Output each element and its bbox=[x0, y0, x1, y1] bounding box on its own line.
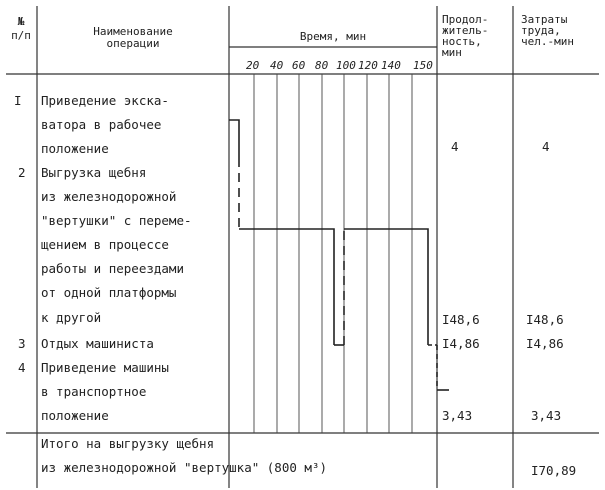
duration-value: I4,86 bbox=[442, 336, 480, 351]
operation-line: Выгрузка щебня bbox=[41, 165, 147, 180]
operation-line: ватора в рабочее bbox=[41, 117, 162, 132]
tick-label: 20 bbox=[246, 59, 260, 72]
duration-value: 3,43 bbox=[442, 408, 473, 423]
tick-label: 140 bbox=[381, 59, 401, 72]
tick-label: 120 bbox=[358, 59, 378, 72]
tick-label: 150 bbox=[413, 59, 433, 72]
tick-label: 80 bbox=[315, 59, 329, 72]
duration-value: 4 bbox=[451, 139, 459, 154]
header-labor-1: Затраты bbox=[521, 13, 568, 26]
header-operation-1: Наименование bbox=[93, 25, 173, 38]
operation-line: работы и переездами bbox=[41, 261, 184, 276]
header-labor-3: чел.-мин bbox=[521, 35, 574, 48]
header-time: Время, мин bbox=[299, 30, 367, 43]
operation-line: положение bbox=[41, 408, 109, 423]
operation-line: "вертушки" с переме- bbox=[41, 213, 192, 228]
operation-line: от одной платформы bbox=[41, 285, 177, 300]
labor-value: I48,6 bbox=[526, 312, 564, 327]
header-duration-1: Продол- bbox=[442, 13, 489, 26]
operation-line: к другой bbox=[41, 310, 102, 325]
labor-value: 4 bbox=[542, 139, 550, 154]
duration-value: I48,6 bbox=[442, 312, 480, 327]
row-num: 3 bbox=[18, 336, 26, 351]
header-operation-2: операции bbox=[106, 37, 160, 50]
row-num: 4 bbox=[18, 360, 26, 375]
row-num: I bbox=[14, 93, 22, 108]
header-num-sign: № bbox=[17, 15, 25, 28]
operation-line: из железнодорожной bbox=[41, 189, 177, 204]
operation-line: положение bbox=[41, 141, 109, 156]
tick-label: 40 bbox=[270, 59, 284, 72]
header-num-label: п/п bbox=[11, 29, 31, 42]
header-duration-4: мин bbox=[442, 46, 462, 59]
tick-label: 100 bbox=[336, 59, 356, 72]
operation-line: в транспортное bbox=[41, 384, 147, 399]
operation-line: Отдых машиниста bbox=[41, 336, 154, 351]
row-num: 2 bbox=[18, 165, 26, 180]
total-line: из железнодорожной "вертушка" (800 м³) bbox=[41, 460, 327, 475]
total-labor-value: I70,89 bbox=[531, 463, 577, 478]
tick-label: 60 bbox=[292, 59, 306, 72]
header-labor-2: труда, bbox=[521, 24, 561, 37]
operation-line: щением в процессе bbox=[41, 237, 169, 252]
schedule-graph bbox=[229, 120, 449, 390]
labor-value: I4,86 bbox=[526, 336, 564, 351]
total-line: Итого на выгрузку щебня bbox=[41, 436, 215, 451]
header-duration-3: ность, bbox=[442, 35, 482, 48]
operation-line: Приведение экска- bbox=[41, 93, 169, 108]
header-duration-2: житель- bbox=[442, 24, 489, 37]
labor-value: 3,43 bbox=[531, 408, 562, 423]
operation-line: Приведение машины bbox=[41, 360, 169, 375]
